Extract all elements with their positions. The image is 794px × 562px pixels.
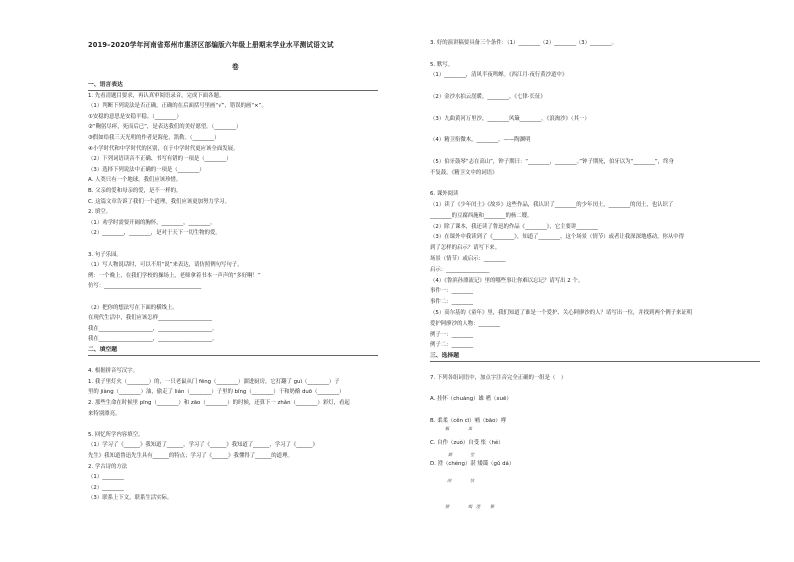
question-line: 7. 下列各组词语中，加点字注音完全正确的一组是（ ） xyxy=(430,374,567,381)
section-rule xyxy=(88,355,378,356)
question-line: 例子一：________ xyxy=(430,331,474,338)
question-line: 例子二：________ xyxy=(430,342,474,349)
question-line: 1. 先看清题目要求，再认真审阅语录音，完成下面各题。 xyxy=(88,92,225,99)
question-line: （4）精卫衔微木，________。——陶渊明 xyxy=(430,137,531,144)
question-line: ②“鞠躬尽瘁，死而后已”，是表达我们的美好愿望。（________） xyxy=(88,124,242,131)
question-line: ①安稳的意思是安稳平稳。（________） xyxy=(88,113,182,120)
question-line: A. 挂怀（chuáng）雄 嗜（xuē） xyxy=(430,396,512,403)
question-line: B. 父亲的爱和母亲的爱，是不一样的。 xyxy=(88,188,182,194)
question-line: ④小学时代和中学时代的区别，在于中学时代更应该全面发展。 xyxy=(88,145,239,152)
question-line: （2）下列词语读音不正确、书写有错的一项是（________） xyxy=(88,156,232,163)
ruby-annotation: 喝 xyxy=(468,504,473,509)
ruby-annotation: 繁 xyxy=(490,504,495,509)
question-line: （3）联系上下文，联系生活实际。 xyxy=(88,495,173,502)
ruby-annotation: 澄 xyxy=(476,504,481,509)
question-line: 启示：________________ xyxy=(430,266,490,273)
question-line: 先生》我知道鲁迅先生具有______的特点；学习了《______》我懂得了______的道理。 xyxy=(88,453,293,459)
question-line: 到了怎样的启示？请写下来。 xyxy=(430,245,501,252)
question-line: （2）除了课本，我还读了鲁迅的作品《________》，它主要讲________ xyxy=(430,223,598,230)
question-line: （3）九曲黄河万里沙，________风簸________。《浪淘沙》（其一） xyxy=(430,115,590,122)
question-line: 3. 好的演讲稿要具备三个条件：（1）________（2）________（3）________。 xyxy=(430,40,617,46)
question-line: （2）金沙水拍云崖暖，________。《七律·长征》 xyxy=(430,94,546,100)
question-line: C. 自作（zuò）自受 怅（hè） xyxy=(430,439,504,446)
question-line: 3. 句子乐园。 xyxy=(88,251,122,258)
question-line: 来特别漂亮。 xyxy=(88,410,121,417)
ruby-annotation: 豁 xyxy=(448,452,453,457)
ruby-annotation: 掰 xyxy=(445,504,450,509)
section-rule xyxy=(430,361,760,362)
question-line: 5. 回忆所学内容填空。 xyxy=(88,431,144,438)
section-rule xyxy=(88,90,378,91)
question-line: 2. 那些生命在时候里 pīng（________）和 zāo（________）的时候，还算下一 zhǎn（________）彩灯，看起 xyxy=(88,400,350,406)
question-line: 我在____________________，____________________。 xyxy=(88,336,218,343)
question-line: 例：一个晚上，在我们学校的操场上，老师拿着书本一声声的“多好啊！” xyxy=(88,272,261,279)
question-line: C. 这篇文章告诉了我们一个道理，我们应该更加努力学习。 xyxy=(88,198,230,205)
section-heading: 一、语言表达 xyxy=(88,82,123,88)
question-line: A. 人类只有一个地球，我们应该珍惜。 xyxy=(88,177,182,184)
question-line: 仿写：____________________________________ xyxy=(88,283,202,290)
question-line: （3）选择下列说法中正确的一项是（________） xyxy=(88,166,205,173)
question-line: 里的 jiàng（________）油，偷走了 lián（________）子里的 bǐng（________）干和奶酪 duō（________） xyxy=(88,389,345,396)
section-heading: 三、选择题 xyxy=(430,353,459,360)
question-line: ③假如给我三天光明的作者是海伦，凯勒。（________） xyxy=(88,135,220,141)
question-line: （1）写人物说话时，可以不用“说”来表达，请仿照例句写句子。 xyxy=(88,262,243,269)
question-line: （1）读了《少年闰土》《故乡》这些作品，我认识了________的少年闰土，________的闰土，也认识了 xyxy=(430,202,674,208)
question-line: 2. 学古诗的方法 xyxy=(88,463,128,470)
question-line: （5）伯牙鼓琴“志在高山”，钟子期曰：“________，________。”钟子期死，伯牙以为“________”，终身 xyxy=(430,158,674,165)
question-line: （1）________，清风半夜鸣蝉。《西江月·夜行黄沙道中》 xyxy=(430,72,568,79)
question-line: （1）________ xyxy=(88,474,124,481)
question-line: （1）学习了《______》我知道了______，学习了《______》我知道了______，学习了《______》 xyxy=(88,442,318,449)
question-line: （3）在课外中我读到了《________》，知道了________，这个场景（情节）或者让我深深地感动，你从中得 xyxy=(430,234,685,241)
ruby-annotation: 笛 xyxy=(468,426,473,431)
question-line: 6. 课外阅读 xyxy=(430,191,459,198)
question-line: 爱护阿廖沙的人物：________ xyxy=(430,320,501,327)
question-line: （1）判断下列说法是否正确，正确的在后面括号里画“√”，错误的画“×”。 xyxy=(88,103,267,110)
question-line: （5）高尔基的《童年》里，我们知道了谁是一个爱护、关心阿廖沙的人？请写出一位，并找到两个例子来证明 xyxy=(430,310,693,316)
section-heading: 二、填空题 xyxy=(88,347,117,353)
ruby-annotation: 怙 xyxy=(470,478,475,483)
question-line: 事件一：________ xyxy=(430,288,474,295)
question-line: （2）________，________，是对于天下一切生物的爱。 xyxy=(88,230,221,237)
question-line: （2）________ xyxy=(88,484,124,491)
question-line: B. 柔柔（cěn cī）哺（bāo）哮 xyxy=(430,418,507,424)
exam-title: 2019–2020学年河南省郑州市惠济区部编版六年级上册期末学业水平测试语文试 xyxy=(88,41,334,49)
ruby-annotation: 觚 xyxy=(445,426,450,431)
question-line: 不复鼓。《精卫文中的词语》 xyxy=(430,169,498,176)
question-line: 1. 我子里灯火（________）的，一只老鼠从门 fēng（________）溜进厨房，它打翻了 guì（________）子 xyxy=(88,378,340,385)
question-line: 我在____________________，____________________。 xyxy=(88,325,218,332)
question-line: （4）《鲁滨孙漂流记》里的哪些事让你难以忘记？请写出 2 个。 xyxy=(430,277,584,284)
ruby-annotation: 堂 xyxy=(470,452,475,457)
ruby-annotation: 剖 xyxy=(447,478,452,483)
question-line: ________的豆腐西施和________的杨二嫂。 xyxy=(430,212,533,219)
question-line: D. 澄（chéng）湛 矮霭（gǔ dá） xyxy=(430,461,515,468)
question-line: 4. 根据拼音写汉字。 xyxy=(88,368,138,375)
question-line: 在现代生活中，我们应该怎样____________________ xyxy=(88,315,212,322)
question-line: 2. 填空。 xyxy=(88,209,112,216)
question-line: 5. 默写。 xyxy=(430,61,454,68)
exam-title-continued: 卷 xyxy=(232,63,239,71)
question-line: （1）劝学时需要开阔的胸怀，________，________。 xyxy=(88,219,216,226)
question-line: （2）把你的想法写在下面的横线上。 xyxy=(88,304,178,311)
question-line: 事件二：________ xyxy=(430,299,474,306)
question-line: 场景（情节）或启示：________ xyxy=(430,256,506,262)
